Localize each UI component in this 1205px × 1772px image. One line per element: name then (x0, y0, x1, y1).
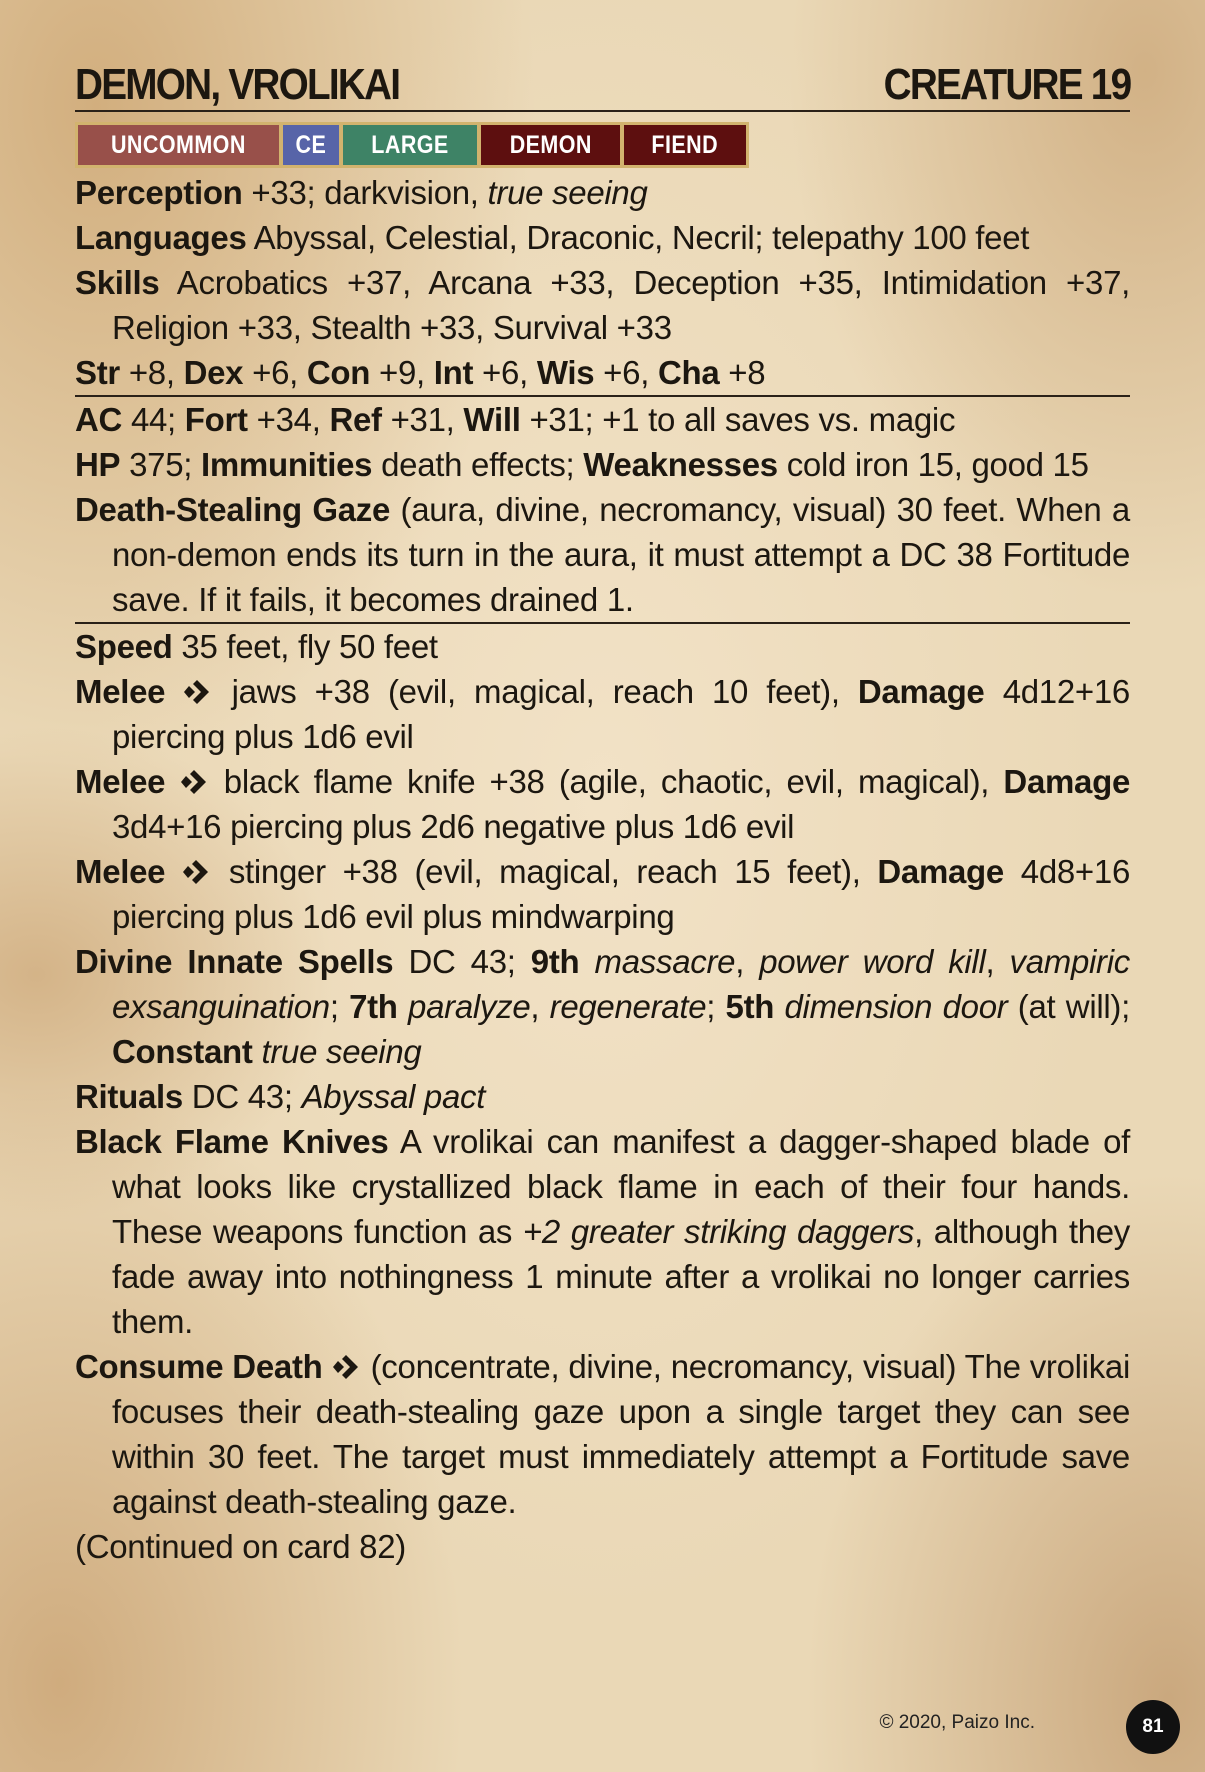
creature-name: DEMON, VROLIKAI (75, 60, 400, 109)
black-flame-knives: Black Flame Knives A vrolikai can manifest a dagger-shaped blade of what looks like crystallized black flame in each of their four hands. These weapons function as +2 greater striking daggers, although they fade away into nothingness 1 minute after a vrolikai no longer carries them. (75, 1123, 1131, 1341)
copyright: © 2020, Paizo Inc. (879, 1712, 1035, 1733)
innate-spells: Divine Innate Spells DC 43; 9th massacre, power word kill, vampiric exsanguination; 7th paralyze, regenerate; 5th dimension door (at will); Constant true seeing (75, 943, 1130, 1071)
trait-demon: DEMON (481, 125, 621, 165)
trait-size: LARGE (343, 125, 477, 165)
rituals-line: Rituals DC 43; Abyssal pact (75, 1078, 486, 1116)
trait-list (75, 122, 749, 168)
single-action-icon (183, 679, 213, 705)
speed-line: Speed 35 feet, fly 50 feet (75, 628, 438, 666)
single-action-icon (182, 859, 212, 885)
melee-jaws: Melee jaws +38 (evil, magical, reach 10 feet), Damage 4d12+16 piercing plus 1d6 evil (75, 673, 1130, 756)
consume-death: Consume Death (concentrate, divine, necromancy, visual) The vrolikai focuses their death-stealing gaze upon a single target they can see within 30 feet. The target must immediately attempt a Fortitude save against death-stealing gaze. (75, 1348, 1130, 1521)
stat-block (75, 62, 1130, 1569)
melee-black-flame-knife: Melee black flame knife +38 (agile, chaotic, evil, magical), Damage 3d4+16 piercing plus 2d6 negative plus 1d6 evil (75, 763, 1131, 846)
death-stealing-gaze: Death-Stealing Gaze (aura, divine, necromancy, visual) 30 feet. When a non-demon ends its turn in the aura, it must attempt a DC 38 Fortitude save. If it fails, it becomes drained 1. (75, 491, 1130, 619)
continued-note: (Continued on card 82) (75, 1528, 406, 1566)
trait-fiend: FIEND (624, 125, 746, 165)
single-action-icon (332, 1354, 362, 1380)
creature-level: CREATURE 19 (883, 60, 1130, 109)
trait-alignment: CE (283, 125, 339, 165)
single-action-icon (180, 769, 210, 795)
languages-line: Languages Abyssal, Celestial, Draconic, Necril; telepathy 100 feet (75, 219, 1030, 257)
perception-line: Perception +33; darkvision, true seeing (75, 174, 648, 212)
hp-line: HP 375; Immunities death effects; Weaknesses cold iron 15, good 15 (75, 446, 1089, 484)
defense-line: AC 44; Fort +34, Ref +31, Will +31; +1 to all saves vs. magic (75, 401, 956, 439)
trait-uncommon: UNCOMMON (78, 125, 279, 165)
skills-line: Skills Acrobatics +37, Arcana +33, Deception +35, Intimidation +37, Religion +33, Stealth +33, Survival +33 (75, 264, 1130, 347)
page-number: 81 (1126, 1700, 1180, 1754)
title-row (75, 62, 1130, 112)
ability-scores-line: Str +8, Dex +6, Con +9, Int +6, Wis +6, Cha +8 (75, 354, 766, 392)
melee-stinger: Melee stinger +38 (evil, magical, reach 15 feet), Damage 4d8+16 piercing plus 1d6 evil plus mindwarping (75, 853, 1131, 936)
